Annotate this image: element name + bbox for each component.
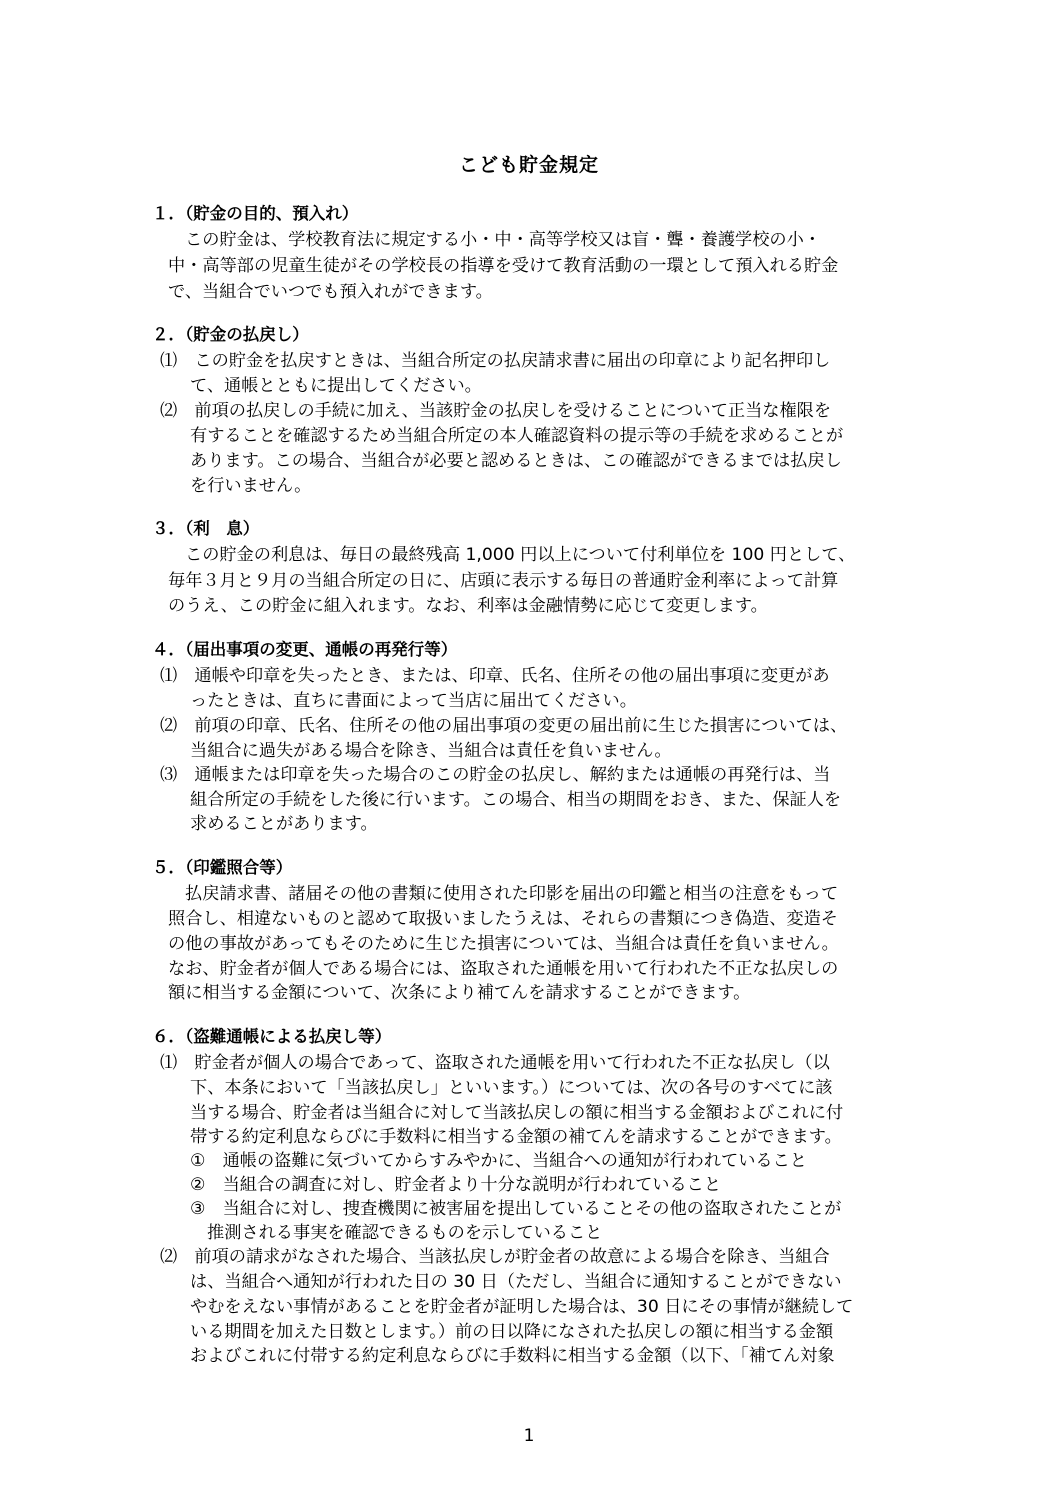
list-item: ③ 当組合に対し、捜査機関に被害届を提出していることその他の盗取されたことが [190, 1199, 842, 1219]
section-heading: ２．（貯金の払戻し） [152, 325, 309, 344]
section-heading: ４．（届出事項の変更、通帳の再発行等） [152, 640, 458, 659]
body-line: ⑵ 前項の印章、氏名、住所その他の届出事項の変更の届出前に生じた損害については、 [160, 716, 848, 736]
body-line: ⑵ 前項の払戻しの手続に加え、当該貯金の払戻しを受けることについて正当な権限を [160, 401, 832, 421]
body-line: の他の事故があってもそのために生じた損害については、当組合は責任を負いません。 [168, 934, 839, 954]
document-title: こども貯金規定 [458, 154, 599, 176]
body-line: 中・高等部の児童生徒がその学校長の指導を受けて教育活動の一環として預入れる貯金 [168, 256, 839, 276]
section-heading: ３．（利 息） [152, 519, 260, 538]
body-line: 払戻請求書、諸届その他の書類に使用された印影を届出の印鑑と相当の注意をもって [185, 884, 839, 904]
body-line: いる期間を加えた日数とします。）前の日以降になされた払戻しの額に相当する金額 [190, 1322, 834, 1342]
section-heading: ５．（印鑑照合等） [152, 858, 293, 877]
body-line: 額に相当する金額について、次条により補てんを請求することができます。 [168, 983, 751, 1003]
body-line: ⑴ 通帳や印章を失ったとき、または、印章、氏名、住所その他の届出事項に変更があ [160, 666, 830, 686]
body-line: 照合し、相違ないものと認めて取扱いましたうえは、それらの書類につき偽造、変造そ [168, 909, 838, 929]
body-line: 下、本条において「当該払戻し」といいます。）については、次の各号のすべてに該 [190, 1078, 833, 1098]
body-line: ⑴ 貯金者が個人の場合であって、盗取された通帳を用いて行われた不正な払戻し（以 [160, 1053, 830, 1073]
body-line: 有することを確認するため当組合所定の本人確認資料の提示等の手続を求めることが [190, 426, 844, 446]
body-line: やむをえない事情があることを貯金者が証明した場合は、30 日にその事情が継続して [190, 1297, 854, 1317]
list-item: ② 当組合の調査に対し、貯金者より十分な説明が行われていること [190, 1175, 722, 1195]
body-line: のうえ、この貯金に組入れます。なお、利率は金融情勢に応じて変更します。 [168, 596, 768, 616]
body-line: この貯金は、学校教育法に規定する小・中・高等学校又は盲・聾・養護学校の小・ [185, 230, 821, 250]
section-heading: １．（貯金の目的、預入れ） [152, 204, 359, 223]
body-line: 当する場合、貯金者は当組合に対して当該払戻しの額に相当する金額およびこれに付 [190, 1103, 844, 1123]
section-heading: ６．（盗難通帳による払戻し等） [152, 1027, 392, 1046]
list-item: ① 通帳の盗難に気づいてからすみやかに、当組合への通知が行われていること [190, 1151, 807, 1171]
body-line: 帯する約定利息ならびに手数料に相当する金額の補てんを請求することができます。 [190, 1127, 842, 1147]
body-line: ⑵ 前項の請求がなされた場合、当該払戻しが貯金者の故意による場合を除き、当組合 [160, 1247, 830, 1267]
body-line: て、通帳とともに提出してください。 [190, 376, 482, 396]
body-line: を行いません。 [190, 476, 312, 496]
body-line: 当組合に過失がある場合を除き、当組合は責任を負いません。 [190, 741, 672, 761]
body-line: で、当組合でいつでも預入れができます。 [168, 282, 493, 302]
body-line: ったときは、直ちに書面によって当店に届出てください。 [190, 691, 637, 711]
body-line: ⑴ この貯金を払戻すときは、当組合所定の払戻請求書に届出の印章により記名押印し [160, 351, 831, 371]
body-line: 毎年３月と９月の当組合所定の日に、店頭に表示する毎日の普通貯金利率によって計算 [168, 571, 839, 591]
body-line: 求めることがあります。 [190, 814, 378, 834]
body-line: ⑶ 通帳または印章を失った場合のこの貯金の払戻し、解約または通帳の再発行は、当 [160, 765, 831, 785]
body-line: なお、貯金者が個人である場合には、盗取された通帳を用いて行われた不正な払戻しの [168, 959, 839, 979]
body-line: およびこれに付帯する約定利息ならびに手数料に相当する金額（以下、「補てん対象 [190, 1346, 835, 1366]
body-line: は、当組合へ通知が行われた日の 30 日（ただし、当組合に通知することができない [190, 1272, 842, 1292]
body-line: 組合所定の手続をした後に行います。この場合、相当の期間をおき、また、保証人を [190, 790, 842, 810]
body-line: 推測される事実を確認できるものを示していること [207, 1223, 603, 1243]
page-number: 1 [523, 1426, 535, 1446]
body-line: この貯金の利息は、毎日の最終残高 1,000 円以上について付利単位を 100 円として、 [185, 545, 856, 565]
body-line: あります。この場合、当組合が必要と認めるときは、この確認ができるまでは払戻し [190, 451, 842, 471]
